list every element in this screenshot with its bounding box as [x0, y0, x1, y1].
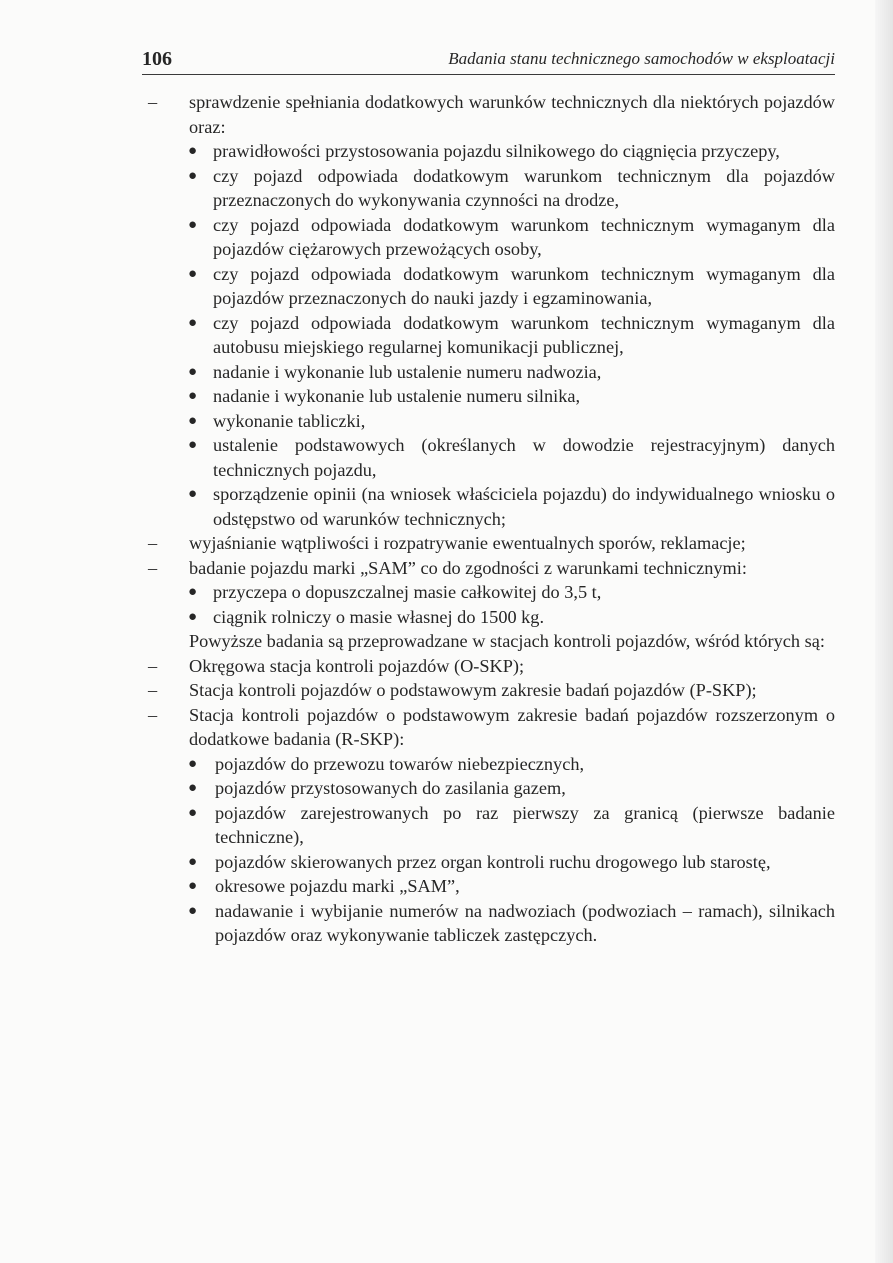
list-item: [142, 580, 835, 605]
list-item-text: pojazdów przystosowanych do zasilania gazem,: [215, 778, 566, 798]
list-item-text: nadanie i wykonanie lub ustalenie numeru nadwozia,: [213, 361, 602, 382]
list-item: [142, 164, 835, 213]
list-item-text: sporządzenie opinii (na wniosek właściciela pojazdu) do indywidualnego wniosku o odstępstwo od warunków technicznych;: [213, 484, 835, 529]
bullet-marker: ●: [188, 363, 198, 380]
bullet-list-sam: [142, 580, 835, 629]
list-item: [142, 262, 835, 311]
list-item: [142, 311, 835, 360]
list-item-text: pojazdów zarejestrowanych po raz pierwszy za granicą (pierwsze badanie techniczne),: [215, 802, 835, 847]
dash-marker: –: [148, 533, 158, 553]
dash-item-text: Stacja kontroli pojazdów o podstawowym zakresie badań pojazdów rozszerzonym o dodatkowe badania (R-SKP):: [189, 704, 835, 749]
list-item-text: nadanie i wykonanie lub ustalenie numeru silnika,: [213, 386, 581, 406]
list-item: [142, 384, 835, 409]
list-item-text: czy pojazd odpowiada dodatkowym warunkom technicznym dla pojazdów przeznaczonych do wykonywania czynności na drodze,: [213, 165, 835, 210]
list-item-text: czy pojazd odpowiada dodatkowym warunkom technicznym wymaganym dla pojazdów przeznaczonych do nauki jazdy i egzaminowania,: [213, 263, 835, 308]
bullet-list-additional-conditions: [142, 139, 835, 531]
bullet-marker: ●: [188, 804, 198, 821]
bullet-marker: ●: [188, 780, 198, 796]
dash-marker: –: [148, 680, 158, 700]
bullet-marker: ●: [188, 755, 198, 772]
list-item-text: nadawanie i wybijanie numerów na nadwoziach (podwoziach – ramach), silnikach pojazdów oraz wykonywanie tabliczek zastępczych.: [215, 900, 835, 945]
list-item-text: prawidłowości przystosowania pojazdu silnikowego do ciągnięcia przyczepy,: [213, 141, 780, 161]
list-item: [142, 213, 835, 262]
dash-item-p-skp: [142, 678, 835, 703]
list-item: [142, 752, 835, 777]
list-item: [142, 482, 835, 531]
bullet-marker: ●: [188, 265, 198, 282]
list-item: [142, 801, 835, 850]
dash-item-r-skp: [142, 703, 835, 752]
dash-item-text: badanie pojazdu marki „SAM” co do zgodności z warunkami technicznymi:: [189, 557, 747, 578]
list-item-text: okresowe pojazdu marki „SAM”,: [215, 876, 460, 896]
list-item: [142, 409, 835, 434]
list-item-text: pojazdów do przewozu towarów niebezpiecznych,: [215, 753, 585, 774]
bullet-marker: ●: [188, 216, 198, 233]
dash-item-sam-inspection: [142, 556, 835, 581]
dash-item-additional-conditions: [142, 90, 835, 139]
list-item-text: ustalenie podstawowych (określanych w dowodzie rejestracyjnym) danych technicznych pojazdu,: [213, 435, 835, 480]
dash-item-text: Okręgowa stacja kontroli pojazdów (O-SKP);: [189, 655, 525, 676]
bullet-marker: ●: [188, 902, 198, 919]
page-edge-shadow: [875, 0, 893, 1263]
dash-marker: –: [148, 704, 158, 725]
bullet-list-r-skp: [142, 752, 835, 948]
bullet-marker: ●: [188, 412, 198, 429]
paragraph-stations-intro: Powyższe badania są przeprowadzane w stacjach kontroli pojazdów, wśród których są:: [189, 631, 825, 651]
dash-item-text: sprawdzenie spełniania dodatkowych warunków technicznych dla niektórych pojazdów oraz:: [189, 92, 835, 137]
bullet-marker: ●: [188, 388, 198, 404]
dash-marker: –: [148, 557, 158, 578]
bullet-marker: ●: [188, 143, 198, 159]
running-head: Badania stanu technicznego samochodów w eksploatacji: [448, 49, 835, 68]
list-item: [142, 899, 835, 948]
dash-item-explanations: [142, 531, 835, 556]
dash-item-text: wyjaśnianie wątpliwości i rozpatrywanie ewentualnych sporów, reklamacje;: [189, 533, 746, 553]
bullet-marker: ●: [188, 878, 198, 894]
bullet-marker: ●: [188, 608, 198, 625]
list-item: [142, 776, 835, 801]
bullet-marker: ●: [188, 167, 198, 184]
list-item: [142, 360, 835, 385]
page-header: [142, 44, 835, 75]
list-item: [142, 850, 835, 875]
list-item-text: czy pojazd odpowiada dodatkowym warunkom technicznym wymaganym dla autobusu miejskiego regularnej komunikacji publicznej,: [213, 312, 835, 357]
dash-item-o-skp: [142, 654, 835, 679]
list-item-text: wykonanie tabliczki,: [213, 410, 366, 431]
list-item-text: pojazdów skierowanych przez organ kontroli ruchu drogowego lub starostę,: [215, 851, 771, 872]
dash-marker: –: [148, 92, 158, 112]
list-item: [142, 433, 835, 482]
page-body: [142, 90, 835, 948]
bullet-marker: ●: [188, 486, 198, 502]
list-item-text: ciągnik rolniczy o masie własnej do 1500 kg.: [213, 606, 545, 627]
bullet-marker: ●: [188, 853, 198, 870]
bullet-marker: ●: [188, 437, 198, 453]
page-number: 106: [142, 48, 172, 70]
list-item: [142, 605, 835, 630]
list-item-text: przyczepa o dopuszczalnej masie całkowitej do 3,5 t,: [213, 582, 602, 602]
list-item: [142, 874, 835, 899]
dash-marker: –: [148, 655, 158, 676]
list-item-text: czy pojazd odpowiada dodatkowym warunkom technicznym wymaganym dla pojazdów ciężarowych przewożących osoby,: [213, 214, 835, 259]
bullet-marker: ●: [188, 584, 198, 600]
bullet-marker: ●: [188, 314, 198, 331]
dash-item-text: Stacja kontroli pojazdów o podstawowym zakresie badań pojazdów (P-SKP);: [189, 680, 757, 700]
list-item: [142, 139, 835, 164]
